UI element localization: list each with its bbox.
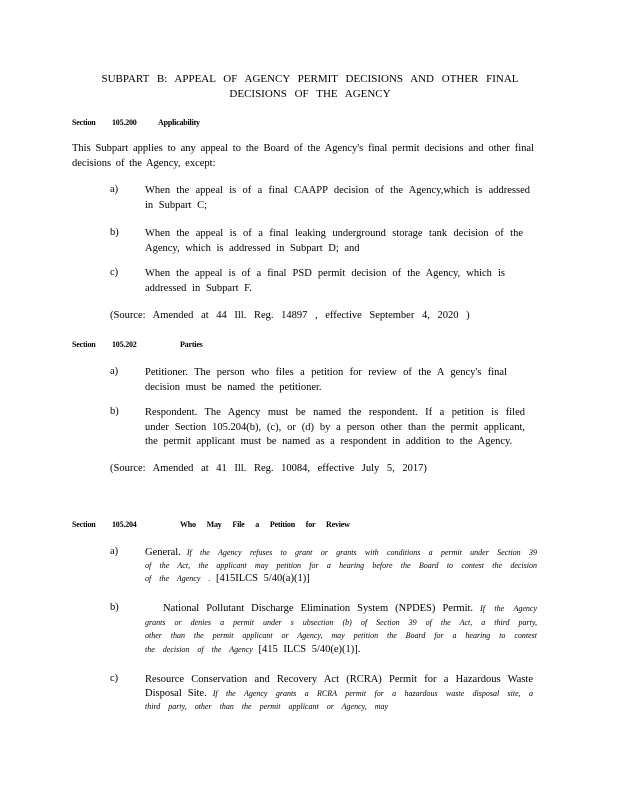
- item-text: When the appeal is of a final PSD permit decision of the Agency, which is addressed in Subpart F.: [145, 268, 505, 294]
- statute-quote: If the Agency refuses to grant or grants with conditions a permit under Section 39 of the Act, the applicant may petition for a hearing before the Board to contest the decision of the Agency .: [145, 548, 537, 583]
- item-label: c): [110, 673, 119, 684]
- section-number: 105.200: [112, 118, 137, 127]
- section-heading: Who May File a Petition for Review: [180, 520, 350, 529]
- item-label: b): [110, 406, 119, 417]
- section-heading: Parties: [180, 340, 203, 349]
- item-label: b): [110, 602, 119, 613]
- section-label: Section: [72, 340, 96, 349]
- item-text: Respondent. The Agency must be named the respondent. If a petition is filed under Section 105.204(b), (c), or (d) by a person other than the permit applicant, the permit applicant must be named as a respondent in addition to the Agency.: [145, 407, 525, 447]
- section-number: 105.202: [112, 340, 137, 349]
- source-note: (Source: Amended at 44 Ill. Reg. 14897 , effective September 4, 2020 ): [110, 310, 470, 321]
- item-label: a): [110, 546, 119, 557]
- statute-citation: [415ILCS 5/40(a)(1)]: [216, 573, 310, 584]
- subpart-title-line1: SUBPART B: APPEAL OF AGENCY PERMIT DECISIONS AND OTHER FINAL: [101, 73, 519, 85]
- statute-citation: [415 ILCS 5/40(e)(1)].: [258, 643, 361, 655]
- section-heading: Applicability: [158, 118, 200, 127]
- item-text: [145, 602, 537, 656]
- item-label: b): [110, 227, 119, 238]
- subpart-title-line2: DECISIONS OF THE AGENCY: [229, 88, 391, 100]
- section-label: Section: [72, 118, 96, 127]
- section-number: 105.204: [112, 520, 137, 529]
- section-label: Section: [72, 520, 96, 529]
- item-label: a): [110, 184, 119, 195]
- item-text: [145, 673, 533, 714]
- statute-quote: If the Agency grants a RCRA permit for a hazardous waste disposal site, a third party, other than the permit applicant or Agency, may: [145, 688, 534, 711]
- item-lead: National Pollutant Discharge Elimination System (NPDES) Permit.: [163, 603, 474, 614]
- item-text: Petitioner. The person who files a petition for review of the A gency's final decision must be named the petitioner.: [145, 367, 507, 393]
- item-lead: General.: [145, 547, 181, 558]
- section-intro: This Subpart applies to any appeal to the Board of the Agency's final permit decisions and other final decisions of the Agency, except:: [72, 143, 534, 169]
- item-label: c): [110, 267, 119, 278]
- source-note: (Source: Amended at 41 Ill. Reg. 10084, effective July 5, 2017): [110, 463, 427, 474]
- statute-quote: If the Agency grants or denies a permit under s ubsection (b) of Section 39 of the Act, a third party, other than the permit applicant or Agency, may petition the Board for a hearing to contest the decision of the Agency: [145, 604, 537, 654]
- item-text: When the appeal is of a final CAAPP decision of the Agency,which is addressed in Subpart C;: [145, 185, 530, 211]
- item-lead: Resource Conservation and Recovery Act (RCRA) Permit for a Hazardous Waste Disposal Site.: [145, 674, 533, 699]
- item-text: When the appeal is of a final leaking underground storage tank decision of the Agency, which is addressed in Subpart D; and: [145, 228, 523, 254]
- item-text: [145, 546, 537, 585]
- item-label: a): [110, 366, 119, 377]
